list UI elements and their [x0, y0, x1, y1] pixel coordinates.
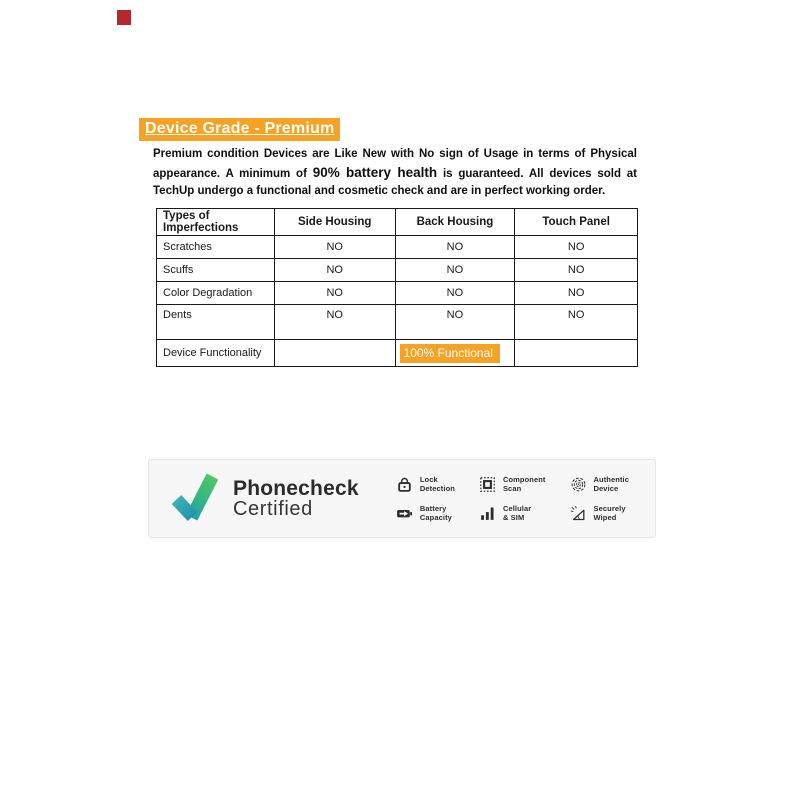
feature-label: Cellular [502, 504, 532, 513]
table-row-dents [157, 305, 638, 340]
feature-label: Component [502, 475, 546, 484]
battery-health-emphasis: 90% battery health [312, 164, 438, 180]
phonecheck-logo [172, 471, 359, 526]
table-cell-functional [395, 340, 515, 367]
table-row-device-functionality [157, 340, 638, 367]
feature-authentic-device [570, 475, 629, 493]
component-scan-icon [479, 476, 496, 493]
table-cell: NO [515, 305, 638, 340]
table-row-scratches [157, 236, 638, 259]
table-cell [274, 340, 395, 367]
table-cell: NO [274, 305, 395, 340]
imperfections-table [156, 208, 638, 367]
feature-securely-wiped [570, 504, 629, 522]
feature-lock-detection [396, 475, 455, 493]
feature-label: Securely [593, 504, 626, 513]
fingerprint-icon [570, 476, 587, 493]
page-title [139, 104, 340, 141]
feature-label: Battery [419, 504, 447, 513]
feature-label: Authentic [593, 475, 629, 484]
functional-highlight: 100% Functional [400, 344, 500, 363]
table-cell: NO [274, 259, 395, 282]
row-label: Scratches [157, 236, 275, 259]
row-label: Device Functionality [157, 340, 275, 367]
row-label: Scuffs [157, 259, 275, 282]
table-cell: NO [274, 282, 395, 305]
feature-label: & SIM [502, 513, 525, 522]
feature-label: Wiped [593, 513, 617, 522]
description-segment: Premium condition Devices are Like New with No sign of Usage in terms of Physical appearance. A minimum of [153, 148, 637, 180]
col-header-imperfections: Types of Imperfections [157, 209, 275, 236]
row-label: Dents [157, 305, 275, 340]
table-cell: NO [395, 259, 515, 282]
brand-text [233, 478, 359, 520]
table-cell [515, 340, 638, 367]
col-header-touch-panel: Touch Panel [515, 209, 638, 236]
table-row-color-degradation [157, 282, 638, 305]
col-header-side-housing: Side Housing [274, 209, 395, 236]
lock-icon [396, 476, 413, 493]
feature-cellular-sim [479, 504, 546, 522]
feature-label: Scan [502, 484, 522, 493]
table-cell: NO [515, 282, 638, 305]
feature-label: Capacity [419, 513, 452, 522]
description-segment: is guaranteed. All devices sold at TechUp undergo a functional and cosmetic check and are in perfect working order. [153, 167, 637, 197]
feature-label: Device [593, 484, 619, 493]
table-row-scuffs [157, 259, 638, 282]
table-header-row [157, 209, 638, 236]
battery-icon [396, 505, 413, 522]
phonecheck-certified-banner [148, 459, 656, 538]
row-label: Color Degradation [157, 282, 275, 305]
table-cell: NO [395, 236, 515, 259]
col-header-back-housing: Back Housing [395, 209, 515, 236]
table-cell: NO [515, 259, 638, 282]
table-cell: NO [395, 305, 515, 340]
checkmark-logo-icon [172, 471, 218, 526]
table-cell: NO [515, 236, 638, 259]
signal-bars-icon [479, 505, 496, 522]
grade-description [153, 146, 637, 201]
table-cell: NO [274, 236, 395, 259]
brand-subtitle: Certified [233, 497, 313, 520]
table-cell: NO [395, 282, 515, 305]
wipe-icon [570, 505, 587, 522]
certification-features [396, 475, 629, 522]
brand-name: Phonecheck [233, 476, 359, 500]
red-marker [117, 10, 131, 25]
feature-label: Lock [419, 475, 438, 484]
feature-label: Detection [419, 484, 455, 493]
page-title-text: Device Grade - Premium [139, 118, 340, 141]
feature-component-scan [479, 475, 546, 493]
feature-battery-capacity [396, 504, 455, 522]
